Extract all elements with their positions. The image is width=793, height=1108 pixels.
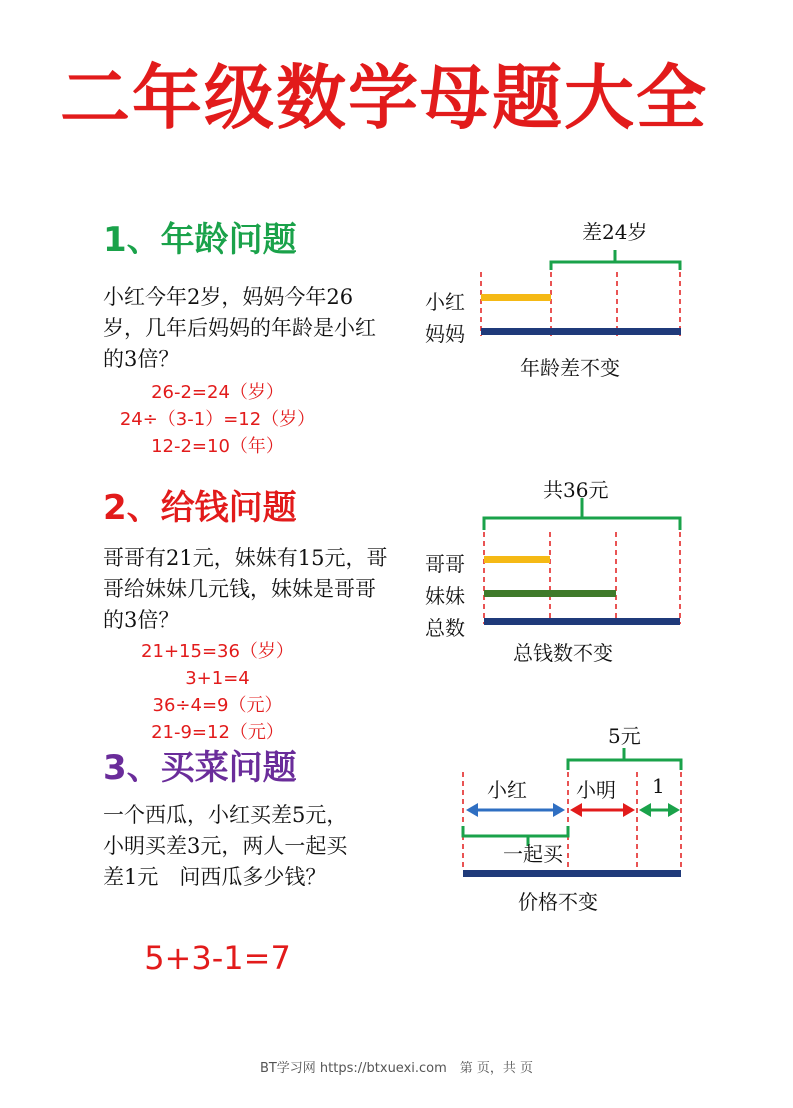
xiaohong-bar	[481, 294, 551, 301]
solution-line: 36÷4=9（元）	[152, 695, 283, 716]
meimei-bar	[484, 590, 616, 597]
age-diff-label: 差24岁	[582, 220, 648, 244]
arrow-head	[623, 803, 635, 817]
solution-line: 24÷（3-1）=12（岁）	[119, 409, 316, 430]
arrow-head	[570, 803, 582, 817]
brace-top	[568, 748, 681, 770]
solution-line: 5+3-1=7	[144, 939, 291, 977]
age-bottom-label: 年龄差不变	[520, 356, 620, 380]
mama-bar	[481, 328, 681, 335]
solution-line: 21-9=12（元）	[151, 722, 284, 743]
brace-top	[551, 250, 680, 270]
solution-line: 12-2=10（年）	[151, 436, 284, 457]
row-label-total: 总数	[425, 616, 465, 640]
five-yuan-label: 5元	[608, 724, 641, 748]
total-bar	[484, 618, 680, 625]
page-title: 二年级数学母题大全	[60, 57, 708, 139]
diagram-money	[484, 498, 680, 625]
solution-line: 21+15=36（岁）	[141, 641, 294, 662]
section-3-solution	[100, 938, 335, 978]
section-2-solution	[100, 638, 335, 746]
price-bar	[463, 870, 681, 877]
section-3-question: 一个西瓜，小红买差5元，小明买差3元，两人一起买差1元 问西瓜多少钱？	[103, 803, 348, 889]
row-label-xiaohong: 小红	[425, 290, 465, 314]
section-1-question: 小红今年2岁，妈妈今年26岁，几年后妈妈的年龄是小红的3倍？	[103, 285, 376, 371]
together-label: 一起买	[503, 842, 563, 866]
row-label-gege: 哥哥	[425, 552, 465, 576]
arrow-head	[553, 803, 565, 817]
section-1-heading: 1、年龄问题	[103, 220, 297, 260]
money-bottom-label: 总钱数不变	[513, 641, 613, 665]
arrow-head	[466, 803, 478, 817]
gege-bar	[484, 556, 550, 563]
seg-label-one: 1	[652, 774, 665, 798]
section-2-heading: 2、给钱问题	[103, 488, 297, 528]
arrow-head	[639, 803, 651, 817]
section-2-question: 哥哥有21元，妹妹有15元，哥哥给妹妹几元钱，妹妹是哥哥的3倍？	[103, 546, 388, 632]
solution-line: 26-2=24（岁）	[151, 382, 284, 403]
solution-line: 3+1=4	[185, 668, 250, 689]
seg-label-xiaoming: 小明	[576, 778, 616, 802]
section-3-heading: 3、买菜问题	[103, 748, 297, 788]
diagram-age	[481, 250, 681, 336]
page-footer: BT学习网 https://btxuexi.com 第 页，共 页	[259, 1061, 534, 1076]
row-label-meimei: 妹妹	[425, 584, 465, 608]
money-total-label: 共36元	[543, 478, 609, 502]
arrow-head	[668, 803, 680, 817]
price-bottom-label: 价格不变	[518, 890, 598, 914]
seg-label-xiaohong: 小红	[487, 778, 527, 802]
row-label-mama: 妈妈	[425, 322, 465, 346]
diagram-buy	[463, 748, 681, 877]
